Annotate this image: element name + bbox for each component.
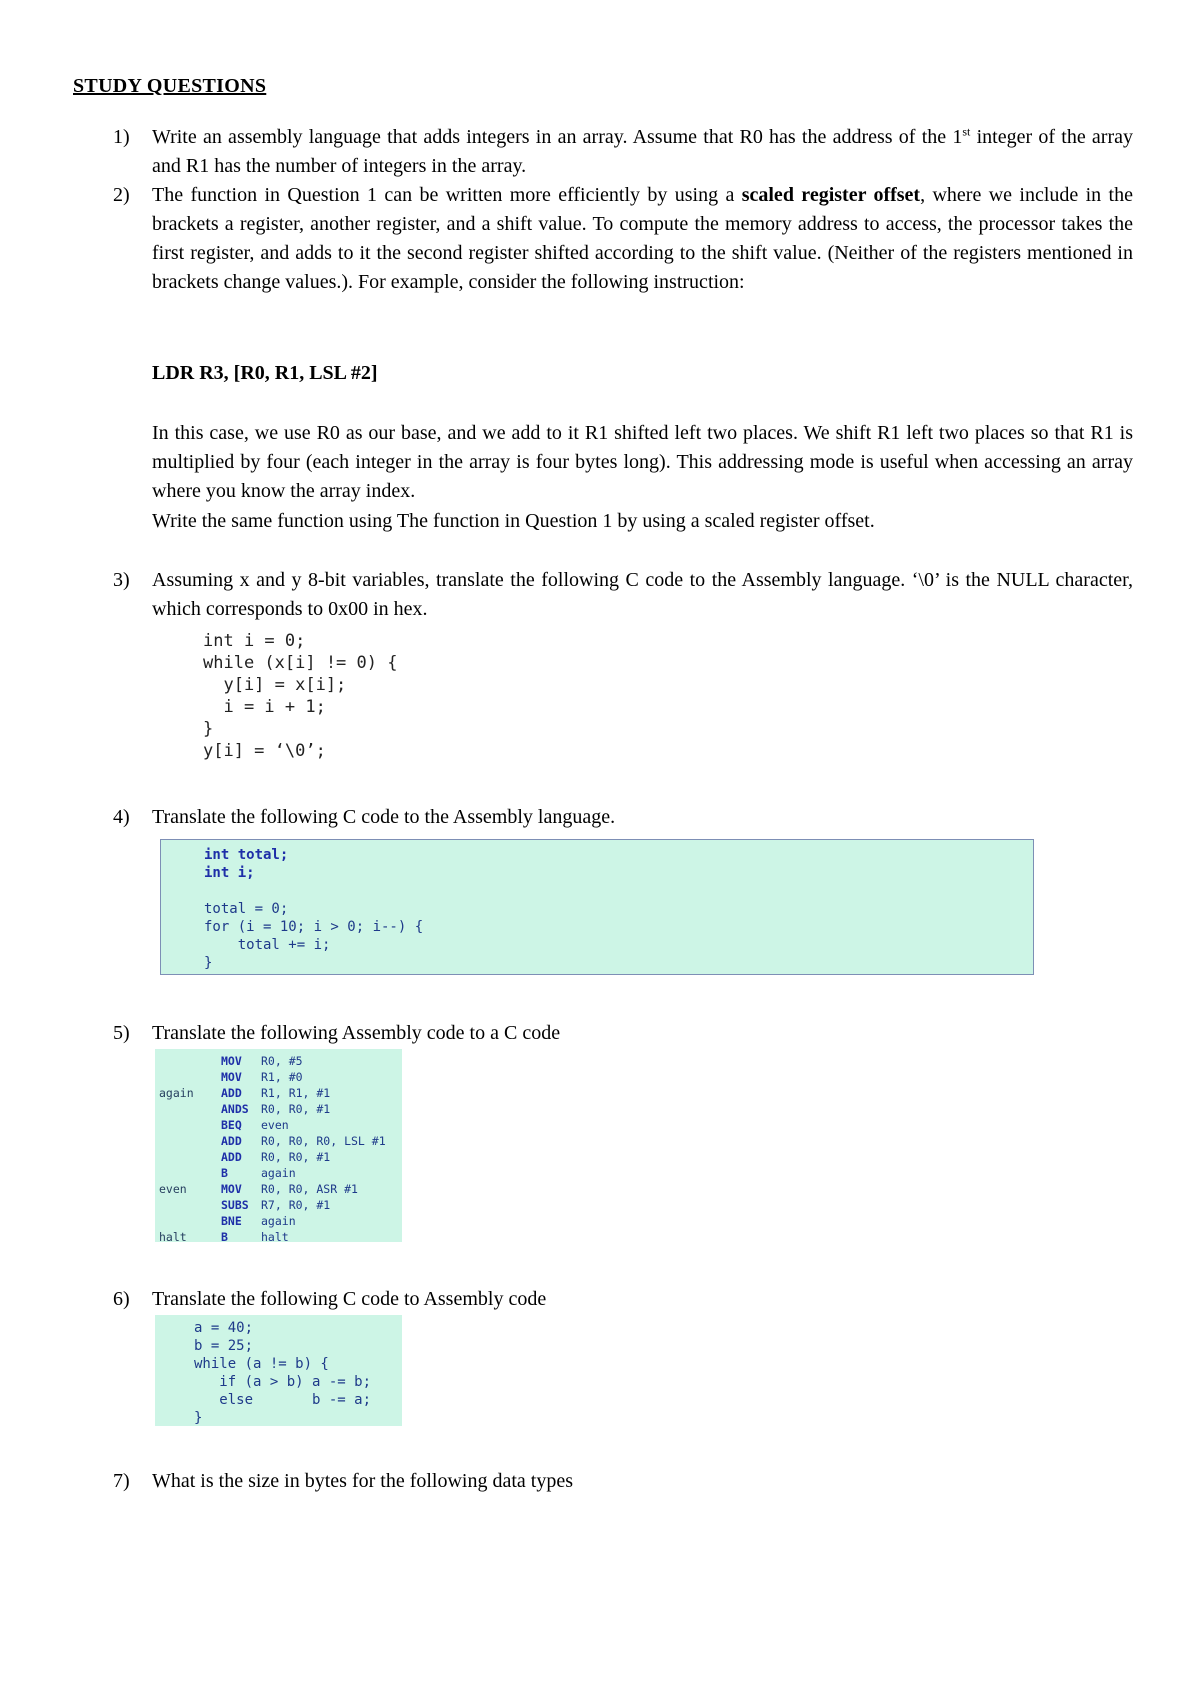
asm-operands: R1, #0 [261, 1070, 303, 1084]
code-line: int i; [204, 865, 255, 881]
question-number: 4) [113, 806, 130, 828]
question-number: 6) [113, 1288, 130, 1310]
asm-label: halt [159, 1230, 187, 1244]
code-line: for (i = 10; i > 0; i--) { [204, 919, 424, 935]
asm-operands: R0, R0, ASR #1 [261, 1182, 358, 1196]
asm-line [159, 1101, 402, 1117]
question-text: Translate the following C code to the Assembly language. [152, 806, 616, 828]
c-code-block [203, 630, 397, 762]
asm-line [159, 1085, 402, 1101]
asm-opcode: B [221, 1166, 228, 1180]
question-text: Assuming x and y 8-bit variables, translate the following C code to the Assembly language. ‘\0’ is the NULL character, which corresponds to 0x00 in hex. [152, 569, 1133, 620]
question-text [152, 123, 1133, 181]
example-instruction: LDR R3, [R0, R1, LSL #2] [152, 362, 378, 384]
code-line: int total; [204, 847, 289, 863]
question-number: 5) [113, 1022, 130, 1044]
bold-term: scaled register offset [741, 184, 921, 206]
code-line: b = 25; [194, 1338, 254, 1354]
code-line: i = i + 1; [203, 697, 326, 717]
asm-line [159, 1181, 402, 1197]
code-line: a = 40; [194, 1320, 254, 1336]
question-number: 3) [113, 569, 130, 591]
explanation-paragraph: In this case, we use R0 as our base, and we add to it R1 shifted left two places. We shift R1 left two places so that R1 is multiplied by four (each integer in the array is four bytes long). This addressing mode is useful when accessing an array where you know the array index. [152, 422, 1133, 502]
asm-opcode: ADD [221, 1134, 242, 1148]
asm-line [159, 1053, 402, 1069]
asm-line [159, 1229, 402, 1245]
asm-opcode: SUBS [221, 1198, 249, 1212]
asm-line [159, 1149, 402, 1165]
question-number: 1) [113, 126, 130, 148]
asm-operands: R1, R1, #1 [261, 1086, 331, 1100]
asm-operands: R0, R0, #1 [261, 1102, 331, 1116]
question-text-part: Write an assembly language that adds integers in an array. Assume that R0 has the address of the 1 [152, 126, 963, 148]
task-paragraph: Write the same function using The function in Question 1 by using a scaled register offset. [152, 510, 875, 532]
asm-opcode: MOV [221, 1070, 242, 1084]
question-number: 2) [113, 184, 130, 206]
c-code-box [160, 839, 1034, 975]
asm-opcode: ADD [221, 1086, 242, 1100]
question-text: Translate the following Assembly code to a C code [152, 1022, 561, 1044]
asm-line [159, 1213, 402, 1229]
code-line: while (x[i] != 0) { [203, 653, 398, 673]
page-title: STUDY QUESTIONS [73, 75, 267, 97]
asm-operands: R0, R0, #1 [261, 1150, 331, 1164]
code-line: total += i; [204, 937, 331, 953]
assembly-code-box [155, 1049, 402, 1242]
code-line: y[i] = x[i]; [203, 675, 347, 695]
c-code-box [155, 1315, 402, 1426]
asm-label: even [159, 1182, 187, 1196]
asm-opcode: ANDS [221, 1102, 249, 1116]
question-text: What is the size in bytes for the following data types [152, 1470, 574, 1492]
code-line: while (a != b) { [194, 1356, 329, 1372]
code-line: int i = 0; [203, 631, 306, 651]
asm-opcode: BEQ [221, 1118, 242, 1132]
asm-opcode: MOV [221, 1054, 242, 1068]
asm-operands: halt [261, 1230, 289, 1244]
question-text-part: The function in Question 1 can be written more efficiently by using a [152, 184, 742, 206]
asm-line [159, 1133, 402, 1149]
asm-operands: R0, #5 [261, 1054, 303, 1068]
asm-operands: R7, R0, #1 [261, 1198, 331, 1212]
superscript: st [962, 124, 971, 139]
asm-operands: again [261, 1214, 296, 1228]
asm-opcode: BNE [221, 1214, 242, 1228]
asm-opcode: MOV [221, 1182, 242, 1196]
question-text [152, 181, 1133, 297]
question-text: Translate the following C code to Assembly code [152, 1288, 547, 1310]
code-line: total = 0; [204, 901, 289, 917]
asm-operands: again [261, 1166, 296, 1180]
asm-line [159, 1069, 402, 1085]
code-line: } [194, 1410, 203, 1426]
asm-line [159, 1117, 402, 1133]
asm-line [159, 1197, 402, 1213]
code-line: y[i] = ‘\0’; [203, 741, 326, 761]
asm-opcode: ADD [221, 1150, 242, 1164]
question-text-part: integer of the array and R1 has the number of integers in the array. [152, 126, 1134, 177]
code-line: if (a > b) a -= b; [194, 1374, 372, 1390]
asm-operands: even [261, 1118, 289, 1132]
asm-opcode: B [221, 1230, 228, 1244]
asm-operands: R0, R0, R0, LSL #1 [261, 1134, 386, 1148]
asm-line [159, 1165, 402, 1181]
code-line: } [203, 719, 214, 739]
asm-label: again [159, 1086, 194, 1100]
code-line: else b -= a; [194, 1392, 372, 1408]
question-text-part: , where we include in the brackets a register, another register, and a shift value. To compute the memory address to access, the processor takes the first register, and adds to it the second register shifted according to the shift value. (Neither of the registers mentioned in brackets change values.). For example, consider the following instruction: [152, 184, 1133, 293]
code-line: } [204, 955, 213, 971]
question-number: 7) [113, 1470, 130, 1492]
